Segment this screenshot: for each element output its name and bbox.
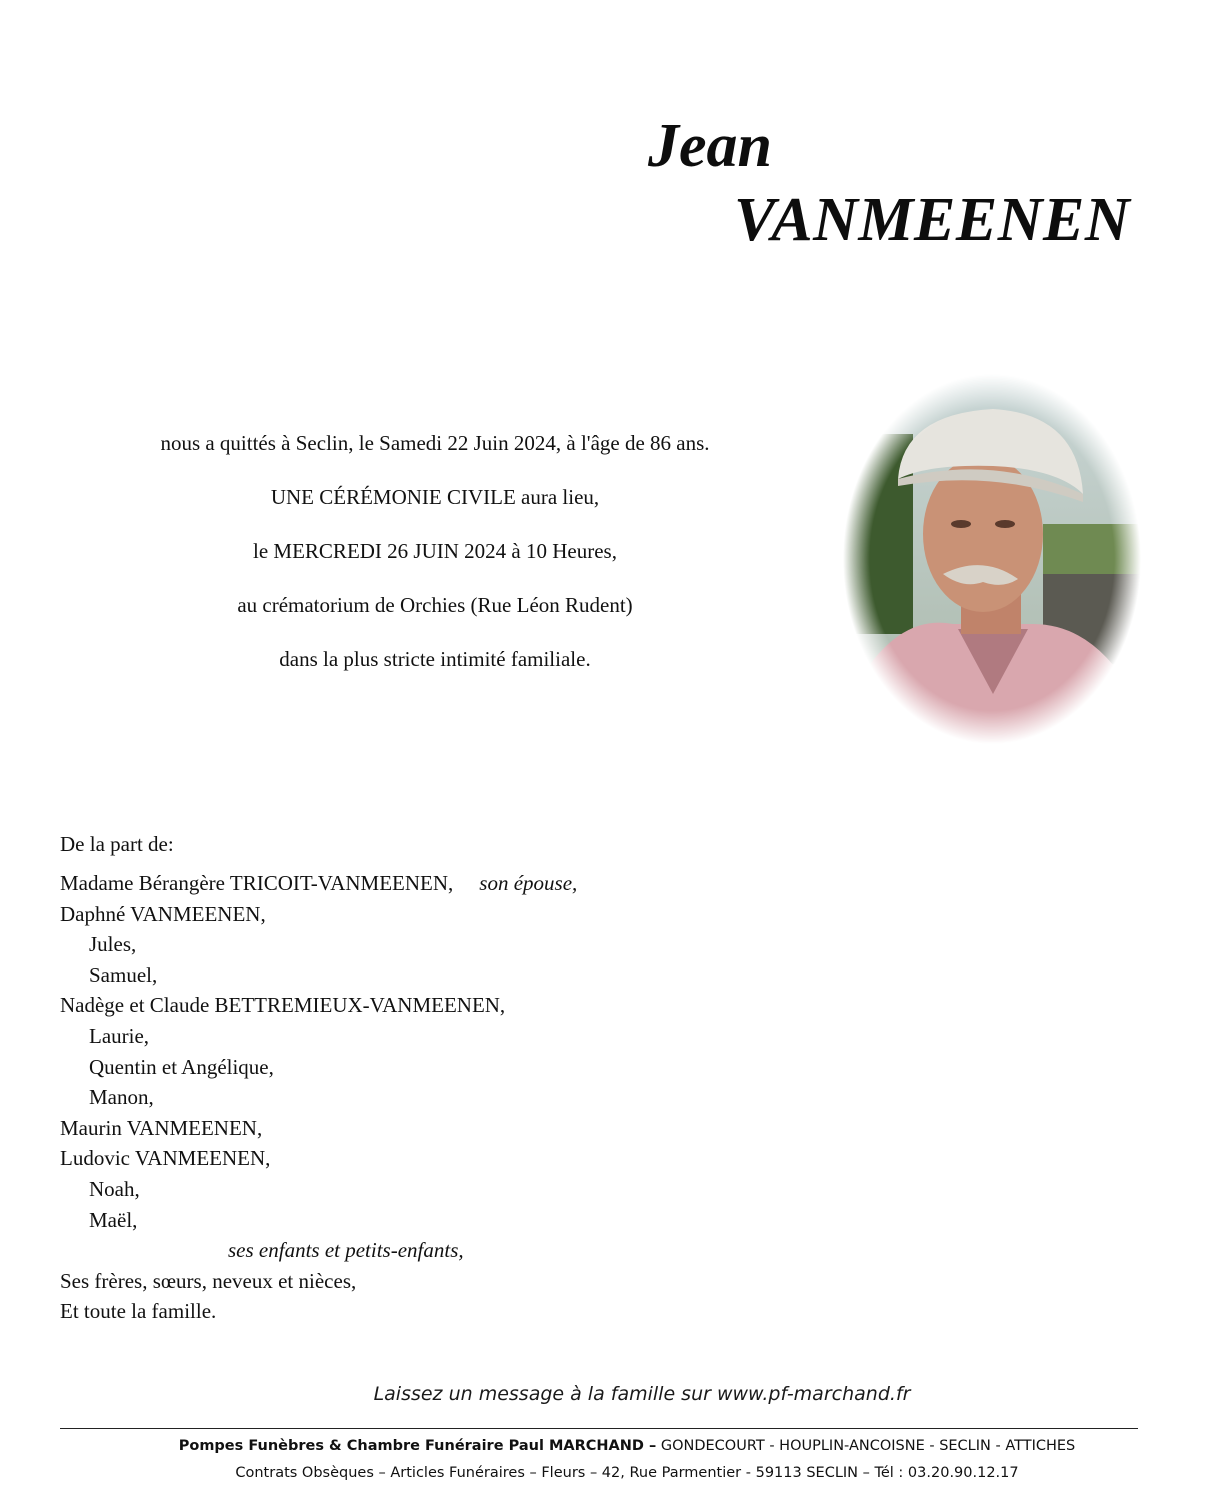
family-member: Maël, (89, 1207, 138, 1232)
deceased-first-name: Jean (648, 112, 772, 180)
deceased-last-name: VANMEENEN (734, 186, 1131, 254)
announcement-line: nous a quittés à Seclin, le Samedi 22 Juin 2024, à l'âge de 86 ans. (160, 431, 710, 455)
web-message: Laissez un message à la famille sur www.pf-marchand.fr (373, 1383, 911, 1405)
footer-divider (60, 1428, 1138, 1429)
children-role: ses enfants et petits-enfants, (228, 1238, 464, 1263)
portrait-photo (843, 374, 1141, 744)
family-member: Nadège et Claude BETTREMIEUX-VANMEENEN, (60, 993, 506, 1018)
family-member: Samuel, (89, 962, 158, 987)
family-closing-line: Ses frères, sœurs, neveux et nièces, (60, 1268, 357, 1293)
company-name: Pompes Funèbres & Chambre Funéraire Paul MARCHAND – (178, 1438, 657, 1454)
spouse-name: Madame Bérangère TRICOIT-VANMEENEN, (60, 871, 454, 895)
family-member: Maurin VANMEENEN, (60, 1115, 263, 1140)
family-member: Laurie, (89, 1023, 150, 1048)
family-member: Daphné VANMEENEN, (60, 901, 266, 926)
family-closing-line: Et toute la famille. (60, 1299, 217, 1324)
family-member: Jules, (89, 932, 137, 957)
announcement-line: au crématorium de Orchies (Rue Léon Rudent) (237, 593, 633, 617)
announcement-line: UNE CÉRÉMONIE CIVILE aura lieu, (270, 485, 600, 509)
spouse-line (60, 868, 760, 899)
spouse-role: son épouse, (479, 871, 578, 895)
family-member: Ludovic VANMEENEN, (60, 1146, 271, 1171)
footer-company-line (0, 1438, 1214, 1454)
from-label: De la part de: (60, 832, 174, 856)
announcement-block (110, 426, 760, 696)
family-member: Noah, (89, 1176, 140, 1201)
family-member: Manon, (89, 1085, 154, 1110)
footer-services-line: Contrats Obsèques – Articles Funéraires – Fleurs – 42, Rue Parmentier - 59113 SECLIN – Tél : 03.20.90.12.17 (235, 1465, 1019, 1481)
family-member: Quentin et Angélique, (89, 1054, 274, 1079)
announcement-line: dans la plus stricte intimité familiale. (279, 647, 591, 671)
family-list (60, 868, 760, 1327)
announcement-line: le MERCREDI 26 JUIN 2024 à 10 Heures, (253, 539, 617, 563)
company-locations: GONDECOURT - HOUPLIN-ANCOISNE - SECLIN - ATTICHES (660, 1438, 1076, 1454)
